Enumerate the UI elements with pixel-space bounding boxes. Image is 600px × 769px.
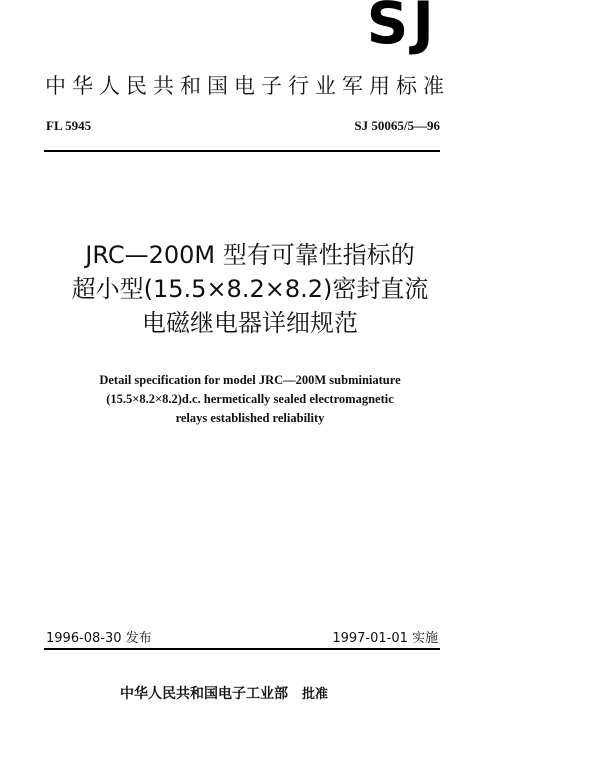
- chinese-title-line-1: JRC—200M 型有可靠性指标的: [85, 241, 415, 269]
- standard-category-title: 中华人民共和国电子行业军用标准: [45, 74, 450, 98]
- chinese-title: [40, 238, 460, 340]
- english-title: [40, 371, 460, 428]
- approval-line: [120, 683, 328, 703]
- footer-divider: [44, 648, 440, 650]
- implementation-date: 1997-01-01 实施: [332, 631, 438, 646]
- standard-number: SJ 50065/5—96: [354, 118, 440, 133]
- chinese-title-line-3: 电磁继电器详细规范: [142, 309, 358, 337]
- english-title-line-2: (15.5×8.2×8.2)d.c. hermetically sealed electromagnetic: [106, 392, 394, 406]
- english-title-line-1: Detail specification for model JRC—200M subminiature: [99, 373, 401, 387]
- issue-date: 1996-08-30 发布: [46, 631, 152, 646]
- chinese-title-line-2: 超小型(15.5×8.2×8.2)密封直流: [71, 275, 429, 303]
- approval-mark: 批准: [302, 687, 329, 702]
- sj-logo: SJ: [366, 0, 438, 57]
- english-title-line-3: relays established reliability: [175, 411, 325, 425]
- header-divider: [44, 150, 440, 152]
- approving-authority: 中华人民共和国电子工业部: [120, 686, 288, 702]
- classification-code: FL 5945: [46, 118, 92, 133]
